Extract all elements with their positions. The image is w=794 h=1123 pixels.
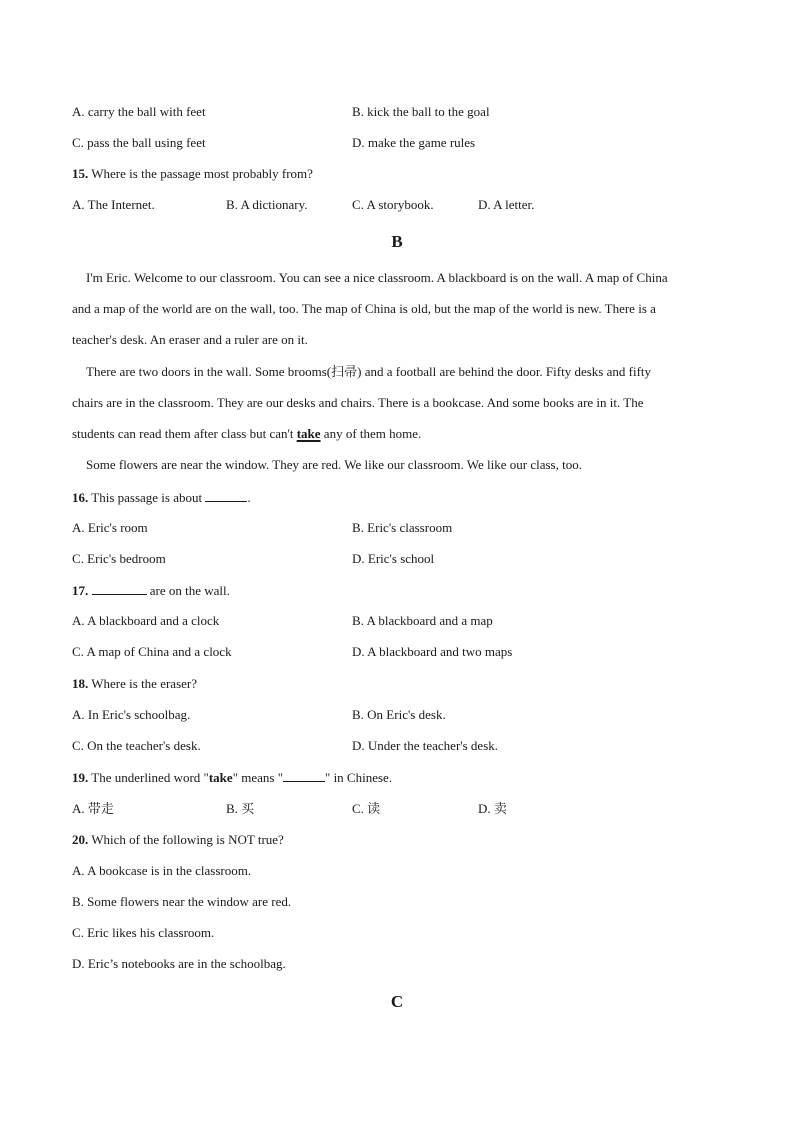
q18-option-c: C. On the teacher's desk. [72, 738, 201, 753]
question-20-text: Which of the following is NOT true? [88, 832, 284, 847]
question-18-number: 18. [72, 676, 89, 691]
q19-option-c: C. 读 [352, 801, 381, 816]
question-20-number: 20. [72, 832, 89, 847]
q16-option-b: B. Eric's classroom [352, 520, 453, 535]
question-20 [72, 832, 284, 848]
question-17-number: 17. [72, 583, 89, 598]
q19-option-a: A. 带走 [72, 801, 114, 816]
passage-p2-line3 [72, 426, 421, 442]
q17-option-d: D. A blackboard and two maps [352, 644, 513, 659]
section-b-heading: B [391, 232, 403, 251]
question-16-number: 16. [72, 490, 89, 505]
q19-option-d: D. 卖 [478, 801, 507, 816]
q14-option-b: B. kick the ball to the goal [352, 104, 490, 119]
q14-option-a: A. carry the ball with feet [72, 104, 206, 119]
question-19-text-mid: " means " [232, 770, 284, 785]
passage-p2-line2: chairs are in the classroom. They are our desks and chairs. There is a bookcase. And some books are in it. The [72, 395, 644, 410]
q17-option-b: B. A blackboard and a map [352, 613, 493, 628]
question-19-text-pre: The underlined word " [88, 770, 209, 785]
passage-p1-line3: teacher's desk. An eraser and a ruler are on it. [72, 332, 308, 347]
q15-option-c: C. A storybook. [352, 197, 434, 212]
passage-p1-line1: I'm Eric. Welcome to our classroom. You can see a nice classroom. A blackboard is on the wall. A map of China [86, 270, 668, 285]
q16-option-c: C. Eric's bedroom [72, 551, 166, 566]
question-19 [72, 769, 392, 786]
question-19-word: take [208, 770, 233, 785]
q20-option-b: B. Some flowers near the window are red. [72, 894, 292, 909]
q17-option-a: A. A blackboard and a clock [72, 613, 220, 628]
q15-option-d: D. A letter. [478, 197, 535, 212]
question-16-tail: . [247, 490, 251, 505]
q15-option-b: B. A dictionary. [226, 197, 308, 212]
section-c-heading: C [390, 992, 404, 1011]
q19-option-b: B. 买 [226, 801, 255, 816]
question-16 [72, 489, 251, 506]
question-19-number: 19. [72, 770, 89, 785]
q20-option-c: C. Eric likes his classroom. [72, 925, 215, 940]
question-18-text: Where is the eraser? [88, 676, 198, 691]
question-17-text: are on the wall. [146, 583, 230, 598]
q14-option-c: C. pass the ball using feet [72, 135, 206, 150]
passage-p2-line3-pre: students can read them after class but can't [72, 426, 297, 441]
question-15 [72, 166, 313, 182]
answer-blank [283, 769, 325, 782]
q20-option-a: A. A bookcase is in the classroom. [72, 863, 252, 878]
answer-blank [205, 489, 247, 502]
q18-option-a: A. In Eric's schoolbag. [72, 707, 191, 722]
question-15-number: 15. [72, 166, 89, 181]
question-17 [72, 582, 230, 599]
q20-option-d: D. Eric’s notebooks are in the schoolbag. [72, 956, 286, 971]
q15-option-a: A. The Internet. [72, 197, 155, 212]
passage-p1-line2: and a map of the world are on the wall, too. The map of China is old, but the map of the world is new. There is a [72, 301, 656, 316]
q18-option-d: D. Under the teacher's desk. [352, 738, 499, 753]
question-15-text: Where is the passage most probably from? [88, 166, 313, 181]
passage-p2-line3-post: any of them home. [320, 426, 422, 441]
q16-option-a: A. Eric's room [72, 520, 148, 535]
answer-blank [92, 582, 147, 595]
question-19-text-post: " in Chinese. [325, 770, 393, 785]
q14-option-d: D. make the game rules [352, 135, 476, 150]
passage-p3-line1: Some flowers are near the window. They are red. We like our classroom. We like our class, too. [86, 457, 582, 472]
passage-p2-line1: There are two doors in the wall. Some brooms(扫帚) and a football are behind the door. Fifty desks and fifty [86, 364, 652, 379]
q16-option-d: D. Eric's school [352, 551, 435, 566]
question-18 [72, 676, 197, 692]
question-16-text: This passage is about [88, 490, 206, 505]
q18-option-b: B. On Eric's desk. [352, 707, 446, 722]
underlined-word-take: take [296, 426, 321, 441]
q17-option-c: C. A map of China and a clock [72, 644, 232, 659]
